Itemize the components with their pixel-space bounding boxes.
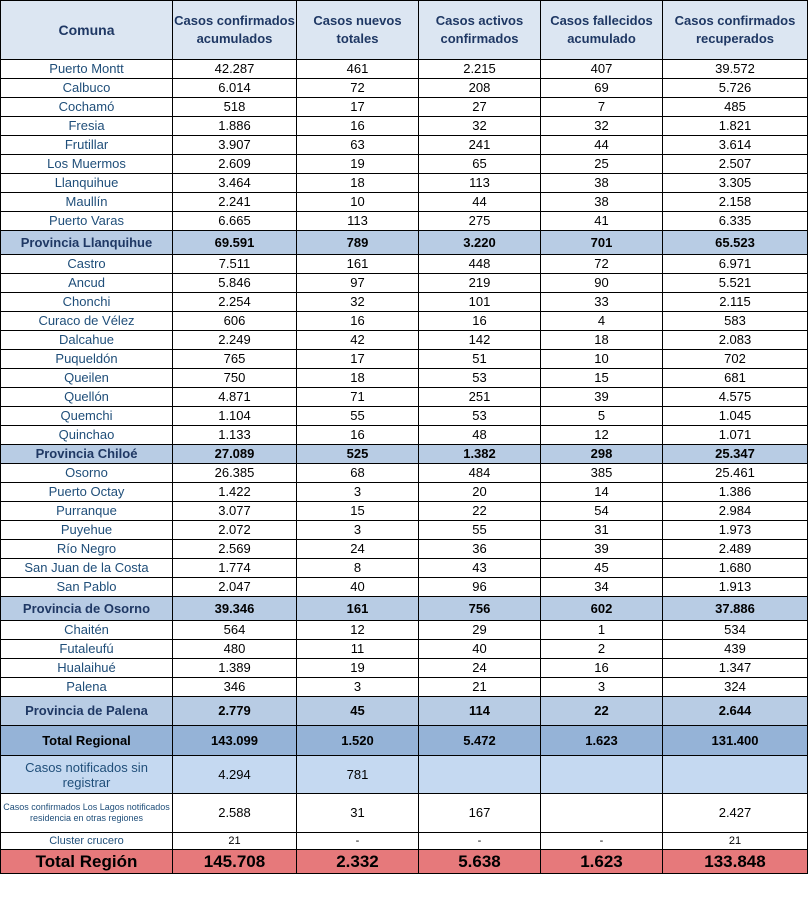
table-row xyxy=(1,117,808,136)
cell-activos: 21 xyxy=(419,678,541,697)
cell-nuevos: 8 xyxy=(297,559,419,578)
cell-activos: 32 xyxy=(419,117,541,136)
cell-acumulados: 564 xyxy=(173,621,297,640)
cell-recuperados: 133.848 xyxy=(663,850,808,874)
cell-comuna: Fresia xyxy=(1,117,173,136)
cell-activos: 27 xyxy=(419,98,541,117)
cell-activos: 65 xyxy=(419,155,541,174)
table-row xyxy=(1,369,808,388)
cell-acumulados: 1.389 xyxy=(173,659,297,678)
cell-comuna: Maullín xyxy=(1,193,173,212)
cell-activos xyxy=(419,756,541,794)
cell-acumulados: 2.072 xyxy=(173,521,297,540)
table-row xyxy=(1,274,808,293)
cell-nuevos: 3 xyxy=(297,678,419,697)
cell-nuevos: 113 xyxy=(297,212,419,231)
cell-activos: 44 xyxy=(419,193,541,212)
cell-acumulados: 7.511 xyxy=(173,255,297,274)
cell-recuperados: 6.971 xyxy=(663,255,808,274)
cell-fallecidos: 1.623 xyxy=(541,850,663,874)
cell-activos: 53 xyxy=(419,369,541,388)
cell-fallecidos: 69 xyxy=(541,79,663,98)
cell-activos: 36 xyxy=(419,540,541,559)
table-row xyxy=(1,350,808,369)
cell-fallecidos: 54 xyxy=(541,502,663,521)
table-row xyxy=(1,559,808,578)
table-row xyxy=(1,483,808,502)
cell-comuna: Quinchao xyxy=(1,426,173,445)
cell-nuevos: 15 xyxy=(297,502,419,521)
cell-recuperados: 1.347 xyxy=(663,659,808,678)
cell-recuperados: 702 xyxy=(663,350,808,369)
cell-comuna: Ancud xyxy=(1,274,173,293)
table-row xyxy=(1,312,808,331)
cell-fallecidos: 45 xyxy=(541,559,663,578)
cell-fallecidos: 407 xyxy=(541,60,663,79)
cell-recuperados: 2.158 xyxy=(663,193,808,212)
cell-activos: 142 xyxy=(419,331,541,350)
table-row xyxy=(1,98,808,117)
cell-fallecidos: 5 xyxy=(541,407,663,426)
cell-recuperados: 324 xyxy=(663,678,808,697)
cell-fallecidos: 39 xyxy=(541,540,663,559)
cell-activos: 208 xyxy=(419,79,541,98)
cell-activos: - xyxy=(419,833,541,850)
cell-recuperados: 3.614 xyxy=(663,136,808,155)
cell-fallecidos: 38 xyxy=(541,193,663,212)
cell-fallecidos: 39 xyxy=(541,388,663,407)
cell-comuna: Osorno xyxy=(1,464,173,483)
cell-comuna: Cluster crucero xyxy=(1,833,173,850)
cell-comuna: Puerto Montt xyxy=(1,60,173,79)
header-recuperados: Casos confirmados recuperados xyxy=(663,1,808,60)
table-row-prov xyxy=(1,445,808,464)
cell-activos: 29 xyxy=(419,621,541,640)
cell-comuna: Chonchi xyxy=(1,293,173,312)
table-row xyxy=(1,388,808,407)
cell-comuna: Hualaihué xyxy=(1,659,173,678)
cell-activos: 219 xyxy=(419,274,541,293)
cell-fallecidos: 41 xyxy=(541,212,663,231)
cell-nuevos: 71 xyxy=(297,388,419,407)
cell-fallecidos: 44 xyxy=(541,136,663,155)
cell-acumulados: 6.665 xyxy=(173,212,297,231)
cell-activos: 55 xyxy=(419,521,541,540)
cell-comuna: Puerto Octay xyxy=(1,483,173,502)
cell-acumulados: 750 xyxy=(173,369,297,388)
cell-fallecidos: 32 xyxy=(541,117,663,136)
cell-comuna: Puyehue xyxy=(1,521,173,540)
cell-recuperados: 2.083 xyxy=(663,331,808,350)
cell-nuevos: 68 xyxy=(297,464,419,483)
cell-recuperados: 21 xyxy=(663,833,808,850)
cell-comuna: Provincia Chiloé xyxy=(1,445,173,464)
header-fallecidos: Casos fallecidos acumulado xyxy=(541,1,663,60)
cell-nuevos: 32 xyxy=(297,293,419,312)
cell-recuperados xyxy=(663,756,808,794)
cell-fallecidos: 701 xyxy=(541,231,663,255)
cell-nuevos: 31 xyxy=(297,794,419,833)
table-row xyxy=(1,502,808,521)
cell-nuevos: 19 xyxy=(297,659,419,678)
cell-nuevos: 16 xyxy=(297,312,419,331)
cell-activos: 113 xyxy=(419,174,541,193)
cell-acumulados: 69.591 xyxy=(173,231,297,255)
cell-activos: 51 xyxy=(419,350,541,369)
cell-activos: 101 xyxy=(419,293,541,312)
cell-comuna: Puqueldón xyxy=(1,350,173,369)
table-row xyxy=(1,155,808,174)
cell-recuperados: 1.680 xyxy=(663,559,808,578)
cell-activos: 48 xyxy=(419,426,541,445)
table-header-row xyxy=(1,1,808,60)
table-row xyxy=(1,136,808,155)
cell-nuevos: 18 xyxy=(297,174,419,193)
cell-acumulados: 1.774 xyxy=(173,559,297,578)
cell-nuevos: 16 xyxy=(297,117,419,136)
cell-comuna: Casos confirmados Los Lagos notificados residencia en otras regiones xyxy=(1,794,173,833)
cell-recuperados: 3.305 xyxy=(663,174,808,193)
cell-nuevos: 18 xyxy=(297,369,419,388)
cell-activos: 22 xyxy=(419,502,541,521)
cell-comuna: Puerto Varas xyxy=(1,212,173,231)
cell-comuna: Total Regional xyxy=(1,726,173,756)
cell-acumulados: 2.779 xyxy=(173,697,297,726)
table-row xyxy=(1,659,808,678)
cell-activos: 448 xyxy=(419,255,541,274)
cell-acumulados: 27.089 xyxy=(173,445,297,464)
cell-acumulados: 3.464 xyxy=(173,174,297,193)
table-row-prov xyxy=(1,697,808,726)
cell-nuevos: 63 xyxy=(297,136,419,155)
cell-activos: 40 xyxy=(419,640,541,659)
table-row xyxy=(1,521,808,540)
cell-fallecidos: 25 xyxy=(541,155,663,174)
table-row xyxy=(1,193,808,212)
cell-recuperados: 1.045 xyxy=(663,407,808,426)
cell-comuna: Llanquihue xyxy=(1,174,173,193)
cell-nuevos: 17 xyxy=(297,350,419,369)
cell-nuevos: 781 xyxy=(297,756,419,794)
table-row-small xyxy=(1,794,808,833)
cell-acumulados: 143.099 xyxy=(173,726,297,756)
cell-nuevos: 24 xyxy=(297,540,419,559)
cell-acumulados: 518 xyxy=(173,98,297,117)
cell-acumulados: 765 xyxy=(173,350,297,369)
table-row xyxy=(1,540,808,559)
cell-recuperados: 2.489 xyxy=(663,540,808,559)
cell-comuna: Dalcahue xyxy=(1,331,173,350)
cell-comuna: Queilen xyxy=(1,369,173,388)
table-row xyxy=(1,79,808,98)
cell-recuperados: 681 xyxy=(663,369,808,388)
cell-nuevos: 789 xyxy=(297,231,419,255)
cell-recuperados: 2.507 xyxy=(663,155,808,174)
cell-fallecidos: 31 xyxy=(541,521,663,540)
cell-nuevos: 161 xyxy=(297,255,419,274)
cell-recuperados: 2.427 xyxy=(663,794,808,833)
cell-comuna: Futaleufú xyxy=(1,640,173,659)
cell-activos: 5.472 xyxy=(419,726,541,756)
cell-activos: 167 xyxy=(419,794,541,833)
cell-comuna: Palena xyxy=(1,678,173,697)
cell-fallecidos: 2 xyxy=(541,640,663,659)
cell-acumulados: 5.846 xyxy=(173,274,297,293)
cell-activos: 114 xyxy=(419,697,541,726)
cell-nuevos: 11 xyxy=(297,640,419,659)
table-row-cluster xyxy=(1,833,808,850)
cell-fallecidos: 90 xyxy=(541,274,663,293)
cell-fallecidos: 10 xyxy=(541,350,663,369)
cell-fallecidos: 15 xyxy=(541,369,663,388)
cell-activos: 2.215 xyxy=(419,60,541,79)
table-row xyxy=(1,464,808,483)
cell-comuna: Frutillar xyxy=(1,136,173,155)
cell-fallecidos: 385 xyxy=(541,464,663,483)
cell-fallecidos: 1.623 xyxy=(541,726,663,756)
cell-comuna: Río Negro xyxy=(1,540,173,559)
cell-comuna: Castro xyxy=(1,255,173,274)
cell-recuperados: 534 xyxy=(663,621,808,640)
cell-nuevos: 19 xyxy=(297,155,419,174)
cell-acumulados: 346 xyxy=(173,678,297,697)
table-row xyxy=(1,407,808,426)
table-row xyxy=(1,255,808,274)
cell-comuna: Provincia de Osorno xyxy=(1,597,173,621)
cell-nuevos: 3 xyxy=(297,521,419,540)
cell-comuna: Provincia de Palena xyxy=(1,697,173,726)
cell-fallecidos: 72 xyxy=(541,255,663,274)
table-row-prov xyxy=(1,597,808,621)
cell-acumulados: 42.287 xyxy=(173,60,297,79)
cell-fallecidos: - xyxy=(541,833,663,850)
cell-fallecidos: 4 xyxy=(541,312,663,331)
cell-activos: 1.382 xyxy=(419,445,541,464)
cell-activos: 3.220 xyxy=(419,231,541,255)
table-row xyxy=(1,331,808,350)
cell-fallecidos: 16 xyxy=(541,659,663,678)
cell-fallecidos xyxy=(541,794,663,833)
cell-activos: 241 xyxy=(419,136,541,155)
table-row-final xyxy=(1,850,808,874)
cell-fallecidos: 14 xyxy=(541,483,663,502)
cell-recuperados: 583 xyxy=(663,312,808,331)
cell-nuevos: 40 xyxy=(297,578,419,597)
cell-nuevos: 16 xyxy=(297,426,419,445)
table-row-notif xyxy=(1,756,808,794)
cell-acumulados: 3.907 xyxy=(173,136,297,155)
cell-fallecidos: 7 xyxy=(541,98,663,117)
cell-comuna: Total Región xyxy=(1,850,173,874)
table-row-total xyxy=(1,726,808,756)
header-nuevos: Casos nuevos totales xyxy=(297,1,419,60)
cell-acumulados: 4.294 xyxy=(173,756,297,794)
cell-comuna: Calbuco xyxy=(1,79,173,98)
table-row xyxy=(1,426,808,445)
cell-activos: 53 xyxy=(419,407,541,426)
cell-activos: 96 xyxy=(419,578,541,597)
cell-comuna: Curaco de Vélez xyxy=(1,312,173,331)
cell-recuperados: 4.575 xyxy=(663,388,808,407)
header-acumulados: Casos confirmados acumulados xyxy=(173,1,297,60)
cell-recuperados: 2.644 xyxy=(663,697,808,726)
cell-recuperados: 1.071 xyxy=(663,426,808,445)
cell-nuevos: 17 xyxy=(297,98,419,117)
cell-nuevos: 45 xyxy=(297,697,419,726)
cell-fallecidos: 3 xyxy=(541,678,663,697)
cell-acumulados: 1.886 xyxy=(173,117,297,136)
cell-activos: 5.638 xyxy=(419,850,541,874)
cell-comuna: Cochamó xyxy=(1,98,173,117)
cell-nuevos: 3 xyxy=(297,483,419,502)
cell-nuevos: 1.520 xyxy=(297,726,419,756)
header-activos: Casos activos confirmados xyxy=(419,1,541,60)
cell-acumulados: 21 xyxy=(173,833,297,850)
cell-fallecidos: 298 xyxy=(541,445,663,464)
cell-recuperados: 5.726 xyxy=(663,79,808,98)
table-row xyxy=(1,678,808,697)
cell-recuperados: 25.347 xyxy=(663,445,808,464)
cell-nuevos: 525 xyxy=(297,445,419,464)
table-row xyxy=(1,578,808,597)
table-row xyxy=(1,174,808,193)
cell-acumulados: 1.133 xyxy=(173,426,297,445)
cell-activos: 24 xyxy=(419,659,541,678)
cell-fallecidos: 34 xyxy=(541,578,663,597)
cell-recuperados: 65.523 xyxy=(663,231,808,255)
cell-comuna: San Juan de la Costa xyxy=(1,559,173,578)
cell-recuperados: 2.984 xyxy=(663,502,808,521)
cell-fallecidos: 1 xyxy=(541,621,663,640)
cell-activos: 484 xyxy=(419,464,541,483)
cell-nuevos: 12 xyxy=(297,621,419,640)
cell-acumulados: 3.077 xyxy=(173,502,297,521)
cell-acumulados: 2.588 xyxy=(173,794,297,833)
table-row xyxy=(1,60,808,79)
cell-comuna: Quemchi xyxy=(1,407,173,426)
cell-recuperados: 25.461 xyxy=(663,464,808,483)
cell-fallecidos xyxy=(541,756,663,794)
cell-nuevos: 72 xyxy=(297,79,419,98)
table-row xyxy=(1,621,808,640)
cell-recuperados: 2.115 xyxy=(663,293,808,312)
table-body xyxy=(1,60,808,874)
cell-fallecidos: 33 xyxy=(541,293,663,312)
cell-activos: 43 xyxy=(419,559,541,578)
cell-fallecidos: 38 xyxy=(541,174,663,193)
cell-nuevos: 55 xyxy=(297,407,419,426)
cell-nuevos: 2.332 xyxy=(297,850,419,874)
cell-recuperados: 6.335 xyxy=(663,212,808,231)
table-row xyxy=(1,212,808,231)
cell-recuperados: 5.521 xyxy=(663,274,808,293)
cell-recuperados: 1.913 xyxy=(663,578,808,597)
cell-acumulados: 1.422 xyxy=(173,483,297,502)
cell-acumulados: 2.241 xyxy=(173,193,297,212)
cell-comuna: Provincia Llanquihue xyxy=(1,231,173,255)
cell-comuna: Casos notificados sin registrar xyxy=(1,756,173,794)
cell-recuperados: 439 xyxy=(663,640,808,659)
cell-activos: 16 xyxy=(419,312,541,331)
cell-acumulados: 2.609 xyxy=(173,155,297,174)
cell-fallecidos: 22 xyxy=(541,697,663,726)
cell-recuperados: 37.886 xyxy=(663,597,808,621)
cell-activos: 20 xyxy=(419,483,541,502)
cell-recuperados: 1.821 xyxy=(663,117,808,136)
cell-comuna: Purranque xyxy=(1,502,173,521)
cell-nuevos: 10 xyxy=(297,193,419,212)
cell-recuperados: 1.973 xyxy=(663,521,808,540)
cell-recuperados: 131.400 xyxy=(663,726,808,756)
cell-acumulados: 2.254 xyxy=(173,293,297,312)
cell-acumulados: 2.047 xyxy=(173,578,297,597)
cell-acumulados: 26.385 xyxy=(173,464,297,483)
cell-nuevos: 42 xyxy=(297,331,419,350)
cell-nuevos: 161 xyxy=(297,597,419,621)
cell-acumulados: 2.249 xyxy=(173,331,297,350)
cell-activos: 275 xyxy=(419,212,541,231)
cell-acumulados: 39.346 xyxy=(173,597,297,621)
cell-acumulados: 480 xyxy=(173,640,297,659)
cell-nuevos: 461 xyxy=(297,60,419,79)
cell-acumulados: 145.708 xyxy=(173,850,297,874)
cell-acumulados: 4.871 xyxy=(173,388,297,407)
table-row xyxy=(1,293,808,312)
cell-fallecidos: 602 xyxy=(541,597,663,621)
table-row xyxy=(1,640,808,659)
cell-activos: 251 xyxy=(419,388,541,407)
cell-recuperados: 485 xyxy=(663,98,808,117)
cell-nuevos: - xyxy=(297,833,419,850)
cell-acumulados: 6.014 xyxy=(173,79,297,98)
cell-recuperados: 39.572 xyxy=(663,60,808,79)
header-comuna: Comuna xyxy=(1,1,173,60)
cell-comuna: Quellón xyxy=(1,388,173,407)
cell-comuna: Los Muermos xyxy=(1,155,173,174)
cell-comuna: San Pablo xyxy=(1,578,173,597)
table-row-prov xyxy=(1,231,808,255)
cell-recuperados: 1.386 xyxy=(663,483,808,502)
cell-acumulados: 606 xyxy=(173,312,297,331)
cell-comuna: Chaitén xyxy=(1,621,173,640)
cell-acumulados: 2.569 xyxy=(173,540,297,559)
cell-activos: 756 xyxy=(419,597,541,621)
cell-nuevos: 97 xyxy=(297,274,419,293)
cell-acumulados: 1.104 xyxy=(173,407,297,426)
cell-fallecidos: 18 xyxy=(541,331,663,350)
cell-fallecidos: 12 xyxy=(541,426,663,445)
